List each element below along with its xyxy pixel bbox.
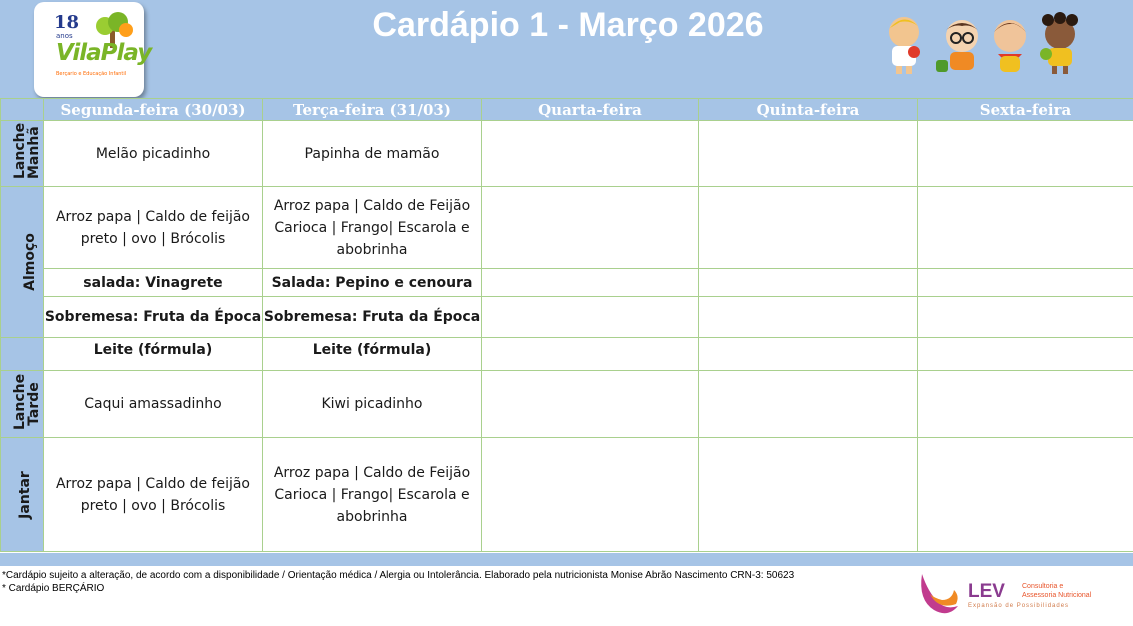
lev-name: LEV — [968, 581, 1005, 602]
footer-note-bercario: * Cardápio BERÇÁRIO — [2, 583, 105, 594]
cell-sobremesa-mon: Sobremesa: Fruta da Época — [44, 297, 263, 338]
row-lanche-manha — [1, 121, 1133, 187]
row-leite — [1, 338, 1133, 371]
lev-line1: Consultoria e — [1022, 583, 1064, 590]
kid-3-icon — [994, 20, 1026, 72]
cell-lanche-manha-fri — [918, 121, 1133, 187]
cell-salada-thu — [699, 269, 918, 297]
row-almoco-sobremesa — [1, 297, 1133, 338]
cell-jantar-tue: Arroz papa | Caldo de Feijão Carioca | Frango| Escarola e abobrinha — [263, 438, 482, 552]
day-header-friday: Sexta-feira — [918, 99, 1133, 121]
lev-mark-icon — [916, 570, 964, 618]
footer-note-disclaimer: *Cardápio sujeito a alteração, de acordo com a disponibilidade / Orientação médica / Alergia ou Intolerância. Elaborado pela nutricionista Monise Abrão Nascimento CRN-3: 50623 — [2, 570, 795, 581]
lev-slogan: Expansão de Possibilidades — [968, 603, 1070, 609]
bottom-strip — [0, 553, 1133, 566]
meal-label-lanche-tarde: Lanche Tarde — [1, 371, 44, 438]
cell-leite-wed — [482, 338, 699, 371]
cell-lanche-manha-tue: Papinha de mamão — [263, 121, 482, 187]
cell-lanche-manha-thu — [699, 121, 918, 187]
cell-lanche-tarde-fri — [918, 371, 1133, 438]
cell-jantar-thu — [699, 438, 918, 552]
lev-logo — [916, 570, 1092, 622]
cell-leite-tue: Leite (fórmula) — [263, 338, 482, 371]
kid-4-icon — [1040, 12, 1078, 74]
cell-salada-wed — [482, 269, 699, 297]
corner-cell — [1, 99, 44, 121]
cell-sobremesa-thu — [699, 297, 918, 338]
cell-leite-mon: Leite (fórmula) — [44, 338, 263, 371]
row-almoco-salada — [1, 269, 1133, 297]
meal-label-lanche-manha: Lanche Manhã — [1, 121, 44, 187]
cell-leite-fri — [918, 338, 1133, 371]
meal-label-almoco: Almoço — [1, 187, 44, 338]
cell-sobremesa-fri — [918, 297, 1133, 338]
kid-2-icon — [936, 20, 978, 72]
row-lanche-tarde — [1, 371, 1133, 438]
cell-lanche-tarde-thu — [699, 371, 918, 438]
row-almoco-main — [1, 187, 1133, 269]
day-header-tuesday: Terça-feira (31/03) — [263, 99, 482, 121]
kids-illustration — [882, 12, 1092, 78]
row-jantar — [1, 438, 1133, 552]
logo-brand: VilaPlay — [56, 40, 152, 66]
day-header-row — [1, 99, 1133, 121]
cell-jantar-wed — [482, 438, 699, 552]
cell-leite-thu — [699, 338, 918, 371]
cell-salada-tue: Salada: Pepino e cenoura — [263, 269, 482, 297]
day-header-wednesday: Quarta-feira — [482, 99, 699, 121]
cell-almoco-wed — [482, 187, 699, 269]
page-title: Cardápio 1 - Março 2026 — [372, 6, 764, 44]
cell-almoco-fri — [918, 187, 1133, 269]
cell-jantar-mon: Arroz papa | Caldo de feijão preto | ovo | Brócolis — [44, 438, 263, 552]
cell-almoco-tue: Arroz papa | Caldo de Feijão Carioca | Frango| Escarola e abobrinha — [263, 187, 482, 269]
meal-label-leite — [1, 338, 44, 371]
cell-lanche-manha-mon: Melão picadinho — [44, 121, 263, 187]
day-header-monday: Segunda-feira (30/03) — [44, 99, 263, 121]
logo-anos: anos — [56, 32, 73, 40]
cell-lanche-manha-wed — [482, 121, 699, 187]
cell-almoco-thu — [699, 187, 918, 269]
menu-table — [0, 98, 1133, 552]
cell-lanche-tarde-tue: Kiwi picadinho — [263, 371, 482, 438]
cell-salada-fri — [918, 269, 1133, 297]
day-header-thursday: Quinta-feira — [699, 99, 918, 121]
kid-1-icon — [889, 17, 920, 74]
cell-lanche-tarde-wed — [482, 371, 699, 438]
logo-years: 18 — [54, 12, 80, 33]
cell-sobremesa-tue: Sobremesa: Fruta da Época — [263, 297, 482, 338]
cell-lanche-tarde-mon: Caqui amassadinho — [44, 371, 263, 438]
meal-label-jantar: Jantar — [1, 438, 44, 552]
logo-subtitle: Berçario e Educação Infantil — [56, 71, 127, 77]
cell-sobremesa-wed — [482, 297, 699, 338]
cell-salada-mon: salada: Vinagrete — [44, 269, 263, 297]
cell-almoco-mon: Arroz papa | Caldo de feijão preto | ovo | Brócolis — [44, 187, 263, 269]
school-logo — [34, 2, 152, 97]
lev-line2: Assessoria Nutricional — [1022, 592, 1092, 599]
cell-jantar-fri — [918, 438, 1133, 552]
header-banner — [0, 0, 1133, 98]
